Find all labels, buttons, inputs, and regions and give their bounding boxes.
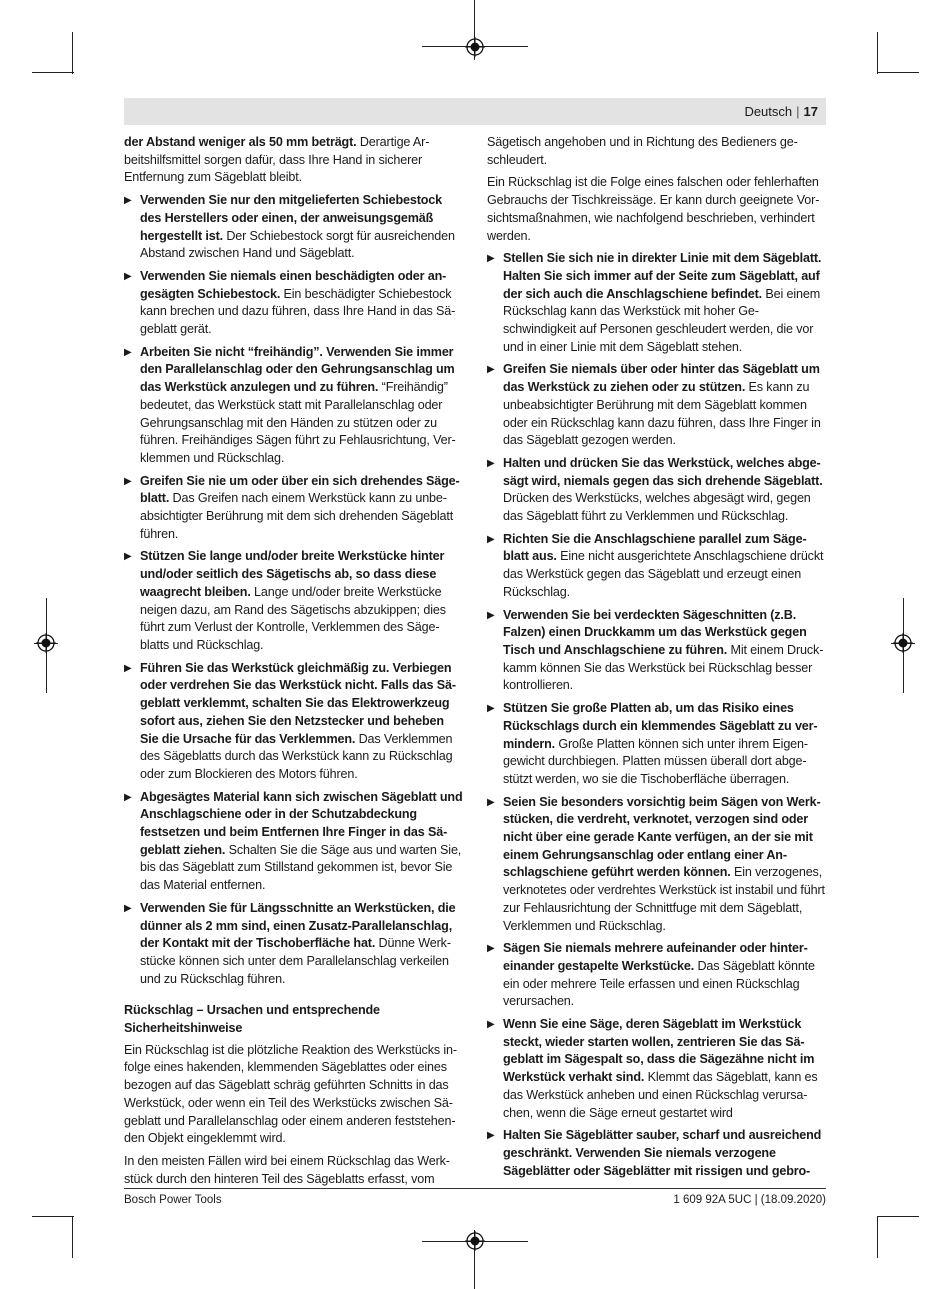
crop-mark (32, 72, 74, 73)
crop-mark (72, 1216, 73, 1258)
footer-rule (124, 1188, 826, 1189)
body-paragraph: Sägetisch angehoben und in Richtung des Bedieners geschleudert. (487, 135, 798, 167)
bullet-body-text: Es kann zu unbeabsichtigter Berührung mit dem Sägeblatt kommen oder ein Rückschlag kann dazu führen, dass Ihre Finger in das Sägeblatt gezogen werden. (503, 380, 821, 448)
bullet-arrow-icon: ▶ (487, 364, 495, 376)
safety-bullet (487, 794, 827, 936)
safety-bullet (487, 250, 827, 356)
bullet-arrow-icon: ▶ (124, 551, 132, 563)
bullet-bold-text: Verwenden Sie niemals einen beschädigten oder angesägten Schiebestock. (140, 268, 447, 301)
body-paragraph: Ein Rückschlag ist die Folge eines falschen oder fehlerhaften Gebrauchs der Tischkreissäge. Er kann durch geeignete Vorsichtsmaßnahmen, wie nachfolgend beschrieben, verhindert werden. (487, 175, 820, 243)
bullet-body-text: Das Sägeblatt könnte ein oder mehrere Teile erfassen und einen Rückschlag verursachen. (503, 958, 815, 1009)
body-paragraph: Ein Rückschlag ist die plötzliche Reaktion des Werkstücks infolge eines hakenden, klemmenden Sägeblattes oder eines bezogen auf das Sägeblatt schräg geführten Schnitts in das Werkstück, oder wenn ein Teil des Werkstücks zwischen Sägeblatt und Parallelanschlag oder einem anderen feststehenden Objekt eingeklemmt wird. (124, 1042, 458, 1146)
bullet-body-text: Lange und/oder breite Werkstücke neigen dazu, am Rand des Sägetischs abzukippen; dies führt zum Verlust der Kontrolle, Verklemmen des Sägeblatts und Rückschlag. (140, 584, 446, 652)
safety-bullet (487, 455, 827, 526)
footer-doc-number: 1 609 92A 5UC | (18.09.2020) (673, 1194, 826, 1206)
bullet-bold-text: Wenn Sie eine Säge, deren Sägeblatt im Werkstück steckt, wieder starten wollen, zentrieren Sie das Sägeblatt im Sägespalt so, dass die Sägezähne nicht im Werkstück verhakt sind. (503, 1017, 815, 1085)
registration-target-icon (36, 633, 56, 653)
bullet-arrow-icon: ▶ (124, 791, 132, 803)
safety-bullet (124, 660, 464, 784)
bullet-body-text: Ein beschädigter Schiebestock kann brechen und dazu führen, dass Ihre Hand in das Sägeblatt gerät. (140, 286, 456, 337)
bullet-arrow-icon: ▶ (124, 902, 132, 914)
crop-mark (877, 1216, 919, 1217)
bullet-arrow-icon: ▶ (487, 796, 495, 808)
bullet-body-text: Schalten Sie die Säge aus und warten Sie, bis das Sägeblatt zum Stillstand gekommen ist, bevor Sie das Material entfernen. (140, 842, 462, 893)
safety-bullet (487, 1127, 827, 1180)
bullet-body-text: “Freihändig” bedeutet, das Werkstück statt mit Parallelanschlag oder Gehrungsanschlag mit den Händen zu stützen oder zu führen. Freihändiges Sägen führt zu Fehlausrichtung, Verklemmen und Rückschlag. (140, 380, 456, 465)
right-column (487, 134, 827, 1185)
bullet-body-text: Drücken des Werkstücks, welches abgesägt wird, gegen das Sägeblatt führt zu Verklemmen und Rückschlag. (503, 491, 811, 524)
crop-mark (877, 32, 878, 74)
bullet-arrow-icon: ▶ (487, 1019, 495, 1031)
bullet-arrow-icon: ▶ (124, 346, 132, 358)
body-paragraph: In den meisten Fällen wird bei einem Rückschlag das Werkstück durch den hinteren Teil des Sägeblatts erfasst, vom (124, 1153, 450, 1186)
safety-bullet (487, 607, 827, 696)
continued-text (124, 134, 464, 187)
bullet-body-text: Bei einem Rückschlag kann das Werkstück mit hoher Geschwindigkeit auf Personen geschleudert werden, die vor und in einer Linie mit dem Sägeblatt stehen. (503, 286, 821, 354)
safety-bullet (124, 900, 464, 989)
registration-target-icon (465, 37, 485, 57)
bullet-bold-text: Verwenden Sie nur den mitgelieferten Schiebestock des Herstellers oder einen, der anweisungsgemäß hergestellt ist. (140, 193, 442, 243)
crop-mark (72, 32, 73, 74)
safety-bullet (124, 548, 464, 654)
bullet-bold-text: Richten Sie die Anschlagschiene parallel zum Sägeblatt aus. (503, 531, 807, 564)
bullet-body-text: Klemmt das Sägeblatt, kann es das Werkstück anheben und einen Rückschlag verursachen, wenn die Säge erneut gestartet wird (503, 1070, 818, 1120)
bullet-bold-text: Halten und drücken Sie das Werkstück, welches abgesägt wird, niemals gegen das sich drehende Sägeblatt. (503, 455, 823, 488)
bullet-bold-text: Verwenden Sie für Längsschnitte an Werkstücken, die dünner als 2 mm sind, einen Zusatz-Parallelanschlag, der Kontakt mit der Tischoberfläche hat. (140, 900, 456, 951)
safety-bullet (487, 700, 827, 789)
bullet-body-text: Mit einem Druckkamm können Sie das Werkstück bei Rückschlag besser kontrollieren. (503, 642, 824, 693)
bullet-arrow-icon: ▶ (487, 703, 495, 715)
footer-brand: Bosch Power Tools (124, 1194, 222, 1206)
section-heading: Rückschlag – Ursachen und entsprechende Sicherheitshinweise (124, 1003, 380, 1036)
safety-bullet (487, 531, 827, 602)
bullet-bold-text: Führen Sie das Werkstück gleichmäßig zu. Verbiegen oder verdrehen Sie das Werkstück nicht. Falls das Sägeblatt verklemmt, schalten Sie das Elektrowerkzeug sofort aus, ziehen Sie den Netzstecker und beheben Sie die Ursache für das Verklemmen. (140, 660, 457, 746)
bullet-body-text: Große Platten können sich unter ihrem Eigengewicht durchbiegen. Platten müssen überall dort abgestützt werden, wo sie die Tischoberfläche überragen. (503, 736, 809, 786)
crop-mark (877, 1216, 878, 1258)
bullet-arrow-icon: ▶ (487, 457, 495, 469)
bullet-body-text: Das Verklemmen des Sägeblatts durch das Werkstück kann zu Rückschlag oder zum Blockieren des Motors führen. (140, 731, 453, 781)
header-separator: | (796, 104, 800, 119)
bullet-body-text: Derartige Arbeitshilfsmittel sorgen dafür, dass Ihre Hand in sicherer Entfernung zum Sägeblatt bleibt. (124, 135, 430, 185)
registration-target-icon (893, 633, 913, 653)
bullet-bold-text: Stützen Sie lange und/oder breite Werkstücke hinter und/oder seitlich des Sägetischs ab, so dass diese waagrecht bleiben. (140, 549, 445, 599)
safety-bullet (487, 940, 827, 1011)
crop-mark (32, 1216, 74, 1217)
registration-target-icon (465, 1231, 485, 1251)
bullet-bold-text: Verwenden Sie bei verdeckten Sägeschnitten (z.B. Falzen) einen Druckkamm um das Werkstück gegen Tisch und Anschlagschiene zu führen. (503, 607, 807, 657)
safety-bullet (124, 192, 464, 263)
bullet-body-text: Der Schiebestock sorgt für ausreichenden Abstand zwischen Hand und Sägeblatt. (140, 228, 455, 261)
bullet-arrow-icon: ▶ (487, 609, 495, 621)
bullet-arrow-icon: ▶ (487, 533, 495, 545)
safety-bullet (124, 473, 464, 544)
bullet-bold-text: Stellen Sie sich nie in direkter Linie mit dem Sägeblatt. Halten Sie sich immer auf der Seite zum Sägeblatt, auf der sich auch die Anschlagschiene befindet. (503, 251, 822, 301)
bullet-body-text: Dünne Werkstücke können sich unter dem Parallelanschlag verkeilen und zu Rückschlag führen. (140, 936, 452, 986)
page-header (124, 98, 826, 125)
safety-bullet (124, 344, 464, 468)
bullet-bold-text: Greifen Sie niemals über oder hinter das Sägeblatt um das Werkstück zu ziehen oder zu stützen. (503, 362, 820, 395)
bullet-arrow-icon: ▶ (124, 475, 132, 487)
bullet-body-text: Ein verzogenes, verknotetes oder verdrehtes Werkstück ist instabil und führt zur Fehlausrichtung der Schnittfuge mit dem Sägeblatt, Verklemmen und Rückschlag. (503, 865, 825, 933)
safety-bullet (487, 361, 827, 450)
bullet-arrow-icon: ▶ (124, 662, 132, 674)
header-language: Deutsch (744, 104, 793, 119)
page-number: 17 (803, 104, 818, 119)
bullet-bold-text: der Abstand weniger als 50 mm beträgt. (124, 135, 357, 149)
bullet-arrow-icon: ▶ (124, 270, 132, 282)
bullet-bold-text: Greifen Sie nie um oder über ein sich drehendes Sägeblatt. (140, 473, 460, 506)
bullet-body-text: Eine nicht ausgerichtete Anschlagschiene drückt das Werkstück gegen das Sägeblatt und erzeugt einen Rückschlag. (503, 549, 824, 599)
bullet-bold-text: Halten Sie Sägeblätter sauber, scharf und ausreichend geschränkt. Verwenden Sie niemals verzogene Sägeblätter oder Sägeblätter mit rissigen und gebro- (503, 1128, 822, 1178)
bullet-arrow-icon: ▶ (487, 1130, 495, 1142)
bullet-bold-text: Sägen Sie niemals mehrere aufeinander oder hintereinander gestapelte Werkstücke. (503, 941, 808, 973)
bullet-bold-text: Abgesägtes Material kann sich zwischen Sägeblatt und Anschlagschiene oder in der Schutzabdeckung festsetzen und beim Entfernen Ihre Finger in das Sägeblatt ziehen. (140, 789, 463, 857)
safety-bullet (124, 789, 464, 895)
safety-bullet (124, 268, 464, 339)
bullet-arrow-icon: ▶ (124, 195, 132, 207)
bullet-arrow-icon: ▶ (487, 253, 495, 265)
bullet-body-text: Das Greifen nach einem Werkstück kann zu unbeabsichtigter Berührung mit dem sich drehenden Sägeblatt führen. (140, 491, 454, 541)
bullet-bold-text: Stützen Sie große Platten ab, um das Risiko eines Rückschlags durch ein klemmendes Sägeblatt zu vermindern. (503, 701, 818, 751)
safety-bullet (487, 1016, 827, 1122)
header-label (744, 102, 818, 121)
bullet-bold-text: Arbeiten Sie nicht “freihändig”. Verwenden Sie immer den Parallelanschlag oder den Gehrungsanschlag um das Werkstück anzulegen und zu führen. (140, 344, 455, 395)
left-column (124, 134, 464, 1193)
bullet-arrow-icon: ▶ (487, 943, 495, 955)
bullet-bold-text: Seien Sie besonders vorsichtig beim Sägen von Werkstücken, die verdreht, verknotet, verzogen sind oder nicht über eine gerade Kante verfügen, an der sie mit einem Gehrungsanschlag oder entlang einer Anschlagschiene geführt werden können. (503, 794, 821, 880)
crop-mark (877, 72, 919, 73)
